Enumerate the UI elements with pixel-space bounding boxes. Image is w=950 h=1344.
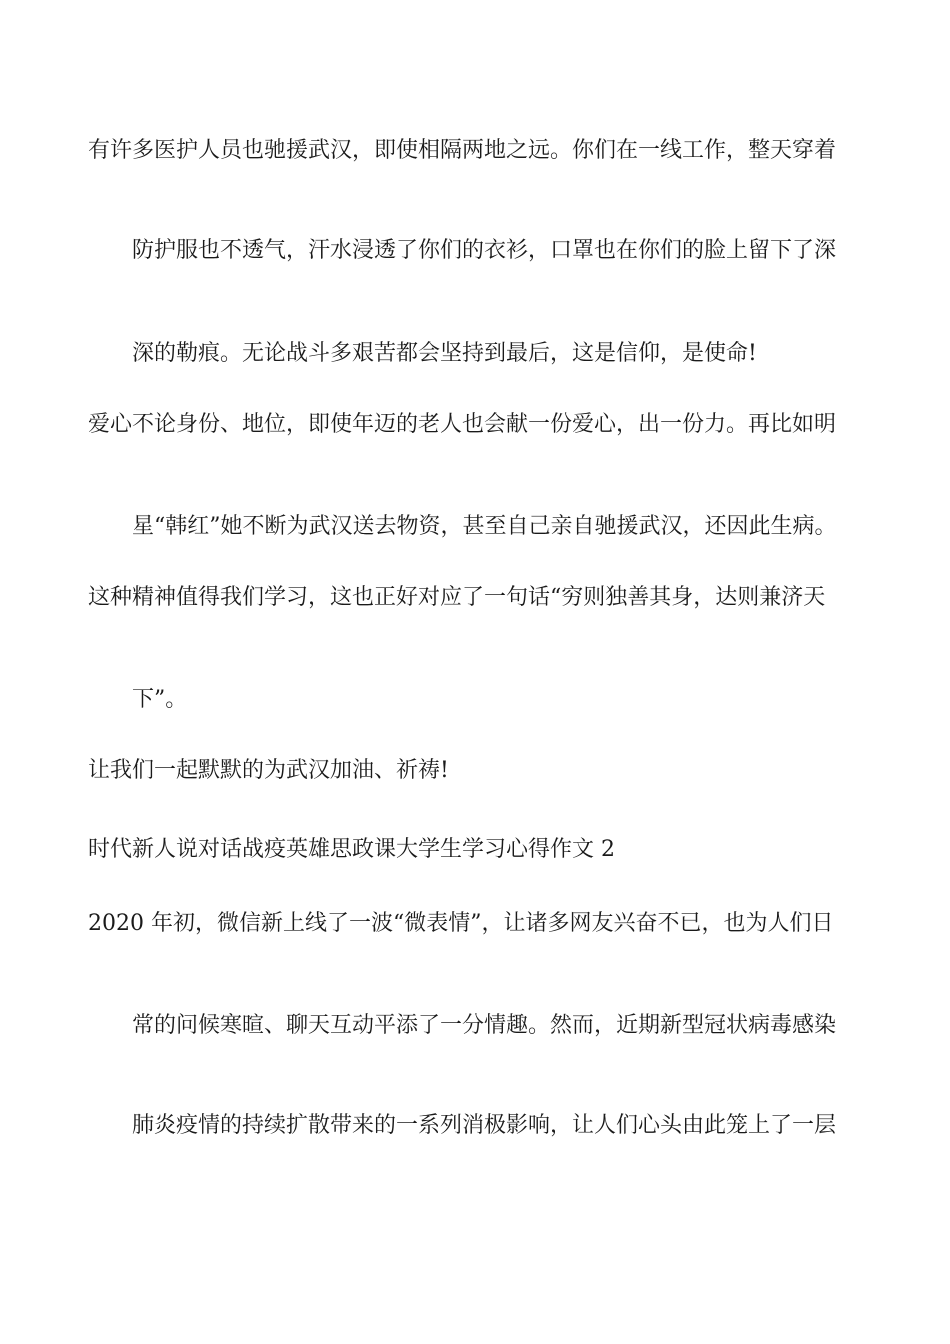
- paragraph-line: 有许多医护人员也驰援武汉，即使相隔两地之远。你们在一线工作，整天穿着: [88, 138, 837, 163]
- paragraph-line: 肺炎疫情的持续扩散带来的一系列消极影响，让人们心头由此笼上了一层: [132, 1113, 837, 1138]
- paragraph-line: 爱心不论身份、地位，即使年迈的老人也会献一份爱心，出一份力。再比如明: [88, 412, 837, 437]
- paragraph-line: 防护服也不透气，汗水浸透了你们的衣衫，口罩也在你们的脸上留下了深: [132, 238, 837, 263]
- paragraph-line: 2020 年初，微信新上线了一波“微表情”，让诸多网友兴奋不已，也为人们日: [88, 911, 834, 936]
- paragraph-line: 下”。: [132, 687, 188, 712]
- paragraph-line: 深的勒痕。无论战斗多艰苦都会坚持到最后，这是信仰，是使命!: [132, 341, 757, 366]
- paragraph-line: 星“韩红”她不断为武汉送去物资，甚至自己亲自驰援武汉，还因此生病。: [132, 514, 837, 539]
- section-title: 时代新人说对话战疫英雄思政课大学生学习心得作文 2: [88, 837, 615, 862]
- paragraph-line: 让我们一起默默的为武汉加油、祈祷!: [88, 758, 449, 783]
- paragraph-line: 这种精神值得我们学习，这也正好对应了一句话“穷则独善其身，达则兼济天: [88, 585, 826, 610]
- paragraph-line: 常的问候寒暄、聊天互动平添了一分情趣。然而，近期新型冠状病毒感染: [132, 1013, 837, 1038]
